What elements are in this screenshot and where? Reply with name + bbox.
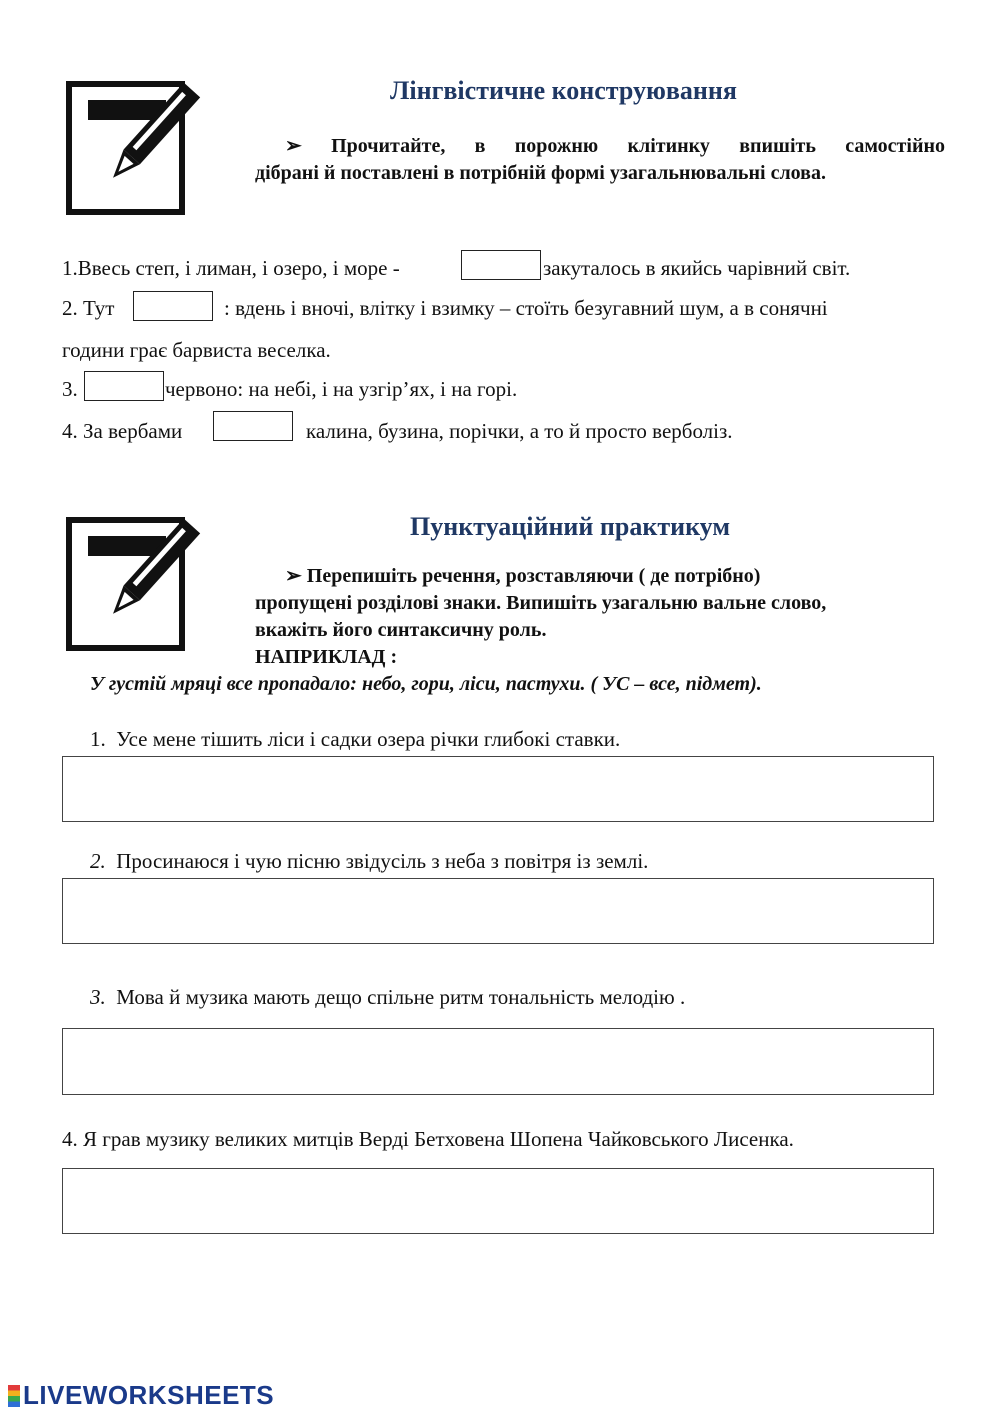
answer-box-1[interactable] — [62, 756, 934, 822]
notepad-pencil-icon — [62, 72, 242, 222]
s1-text-b: закуталось в якийсь чарівний світ. — [543, 256, 851, 280]
s4-text-a: 4. За вербами — [62, 419, 183, 443]
exercise-item-1: 1. Усе мене тішить ліси і садки озера річки глибокі ставки. — [90, 727, 621, 751]
arrow-bullet-icon: ➢ — [285, 565, 307, 587]
notepad-pencil-icon — [62, 508, 242, 658]
exercise-item-2: 2. Просинаюся і чую пісню звідусіль з неба з повітря із землі. — [90, 849, 649, 873]
section2-title: Пунктуаційний практикум — [410, 512, 731, 541]
s3-blank-input[interactable] — [84, 371, 164, 401]
s2-text-b: : вдень і вночі, влітку і взимку – стоїть безугавний шум, а в сонячні — [224, 296, 828, 320]
answer-box-4[interactable] — [62, 1168, 934, 1234]
example-sentence: У густій мряці все пропадало: небо, гори, ліси, пастухи. ( УС – все, підмет). — [90, 673, 762, 695]
liveworksheets-logo[interactable]: LIVEWORKSHEETS — [8, 1380, 274, 1411]
answer-box-3[interactable] — [62, 1028, 934, 1095]
s1-blank-input[interactable] — [461, 250, 541, 280]
exercise-item-3: 3. Мова й музика мають дещо спільне ритм тональність мелодію . — [90, 985, 686, 1009]
s1-text-a: 1.Ввесь степ, і лиман, і озеро, і море - — [62, 256, 400, 280]
answer-box-2[interactable] — [62, 878, 934, 944]
s3-text-a: 3. — [62, 377, 78, 401]
section1-title: Лінгвістичне конструювання — [390, 76, 737, 105]
exercise-item-4: 4. Я грав музику великих митців Верді Бетховена Шопена Чайковського Лисенка. — [62, 1127, 794, 1151]
arrow-bullet-icon: ➢ — [285, 135, 332, 157]
s4-text-b: калина, бузина, порічки, а то й просто верболіз. — [306, 419, 733, 443]
s3-text-b: червоно: на небі, і на узгір’ях, і на горі. — [165, 377, 518, 401]
s2-text-c: години грає барвиста веселка. — [62, 338, 331, 362]
logo-mark-icon — [8, 1385, 20, 1407]
s2-blank-input[interactable] — [133, 291, 213, 321]
s4-blank-input[interactable] — [213, 411, 293, 441]
s2-text-a: 2. Тут — [62, 296, 115, 320]
example-label: НАПРИКЛАД : — [255, 646, 398, 668]
section2-instruction: ➢ Перепишіть речення, розставляючи ( де потрібно) пропущені розділові знаки. Випишіть узагальню вальне слово, вкажіть його синтаксичну роль. НАПРИКЛАД : — [255, 563, 955, 671]
section1-instruction: ➢ Прочитайте, в порожню клітинку впишіть самостійно дібрані й поставлені в потрібній формі узагальнювальні слова. — [255, 135, 945, 184]
